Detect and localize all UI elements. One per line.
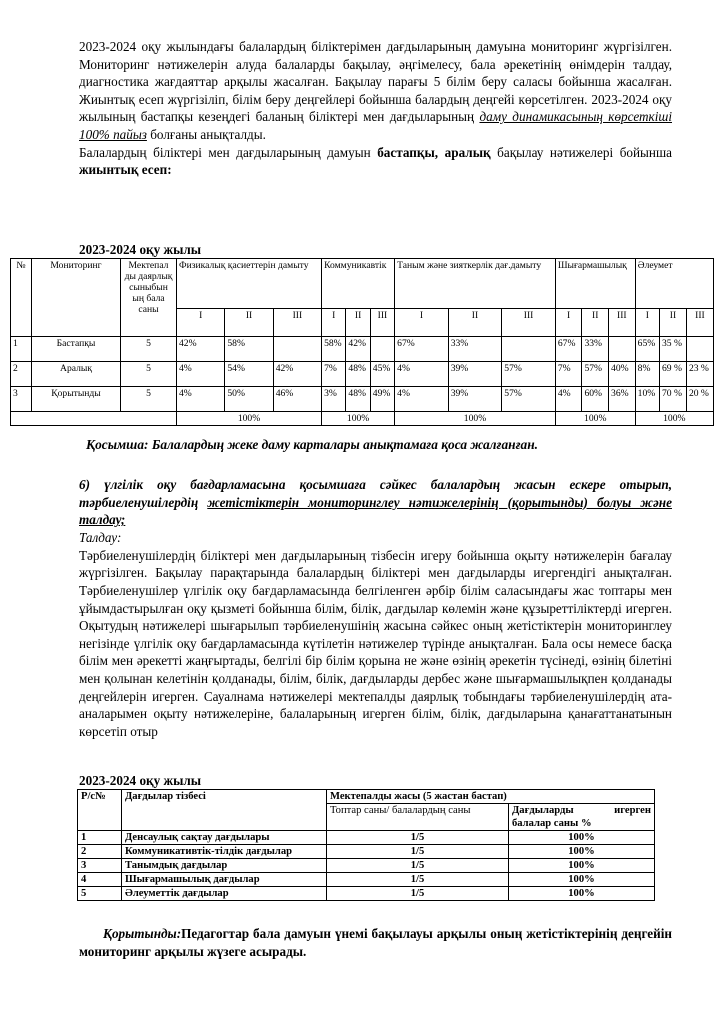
total-cell: 100% — [395, 412, 556, 426]
cell: 42% — [177, 337, 225, 362]
table-row — [11, 362, 714, 387]
table-row — [78, 859, 655, 873]
table-row — [78, 845, 655, 859]
cell: 35 % — [660, 337, 687, 362]
cell: 48% — [346, 387, 370, 412]
cell — [11, 412, 177, 426]
cell: 100% — [509, 831, 655, 845]
cell: 42% — [346, 337, 370, 362]
cell: 48% — [346, 362, 370, 387]
cell: Қорытынды — [32, 387, 121, 412]
level-header: III — [370, 309, 394, 337]
cell: 1/5 — [327, 859, 509, 873]
cell: 1/5 — [327, 873, 509, 887]
intro-section — [79, 38, 672, 179]
level-header: I — [322, 309, 346, 337]
cell: 4% — [395, 362, 449, 387]
cell: 36% — [609, 387, 636, 412]
cell: 1 — [11, 337, 32, 362]
col-num-header: Р/с№ — [78, 790, 122, 831]
total-cell: 100% — [635, 412, 713, 426]
summary-bold-report: жиынтық есеп: — [79, 162, 172, 178]
cell: 33% — [448, 337, 502, 362]
table-row — [78, 887, 655, 901]
heading-text: 6) үлгілік оқу бағдарламасына қосымшаға сәйкес балалардың жасын ескере отырып, тәрбиеленушілердің — [79, 477, 672, 510]
cell: 67% — [395, 337, 449, 362]
col-monitoring-header: Мониторинг — [32, 259, 121, 337]
cell: 8% — [635, 362, 659, 387]
cell: 40% — [609, 362, 636, 387]
table-row — [11, 387, 714, 412]
intro-text: 2023-2024 оқу жылындағы балалардың біліктерімен дағдыларының дамуына мониторинг жүргізілген. Мониторинг нәтижелерін алуда балаларды бақылау, әңгімелесу, бала әрекетінің өнімдерін талдау, диагностика жағдаяттар арқылы жасалған. Бақылау парағы 5 білім беру саласы бойынша жасалған. Жиынтық есеп жүргізіліп, білім беру деңгейлері бойынша балардың деңгейі көрсетілген. 2023-2024 оқу жылының бастапқы кезеңдегі баланың біліктері мен дағдыларының — [79, 39, 672, 125]
cell: 33% — [582, 337, 609, 362]
cell: 5 — [121, 337, 177, 362]
cell: 10% — [635, 387, 659, 412]
cell: 57% — [582, 362, 609, 387]
cell: 1/5 — [327, 845, 509, 859]
cell: 4% — [555, 387, 582, 412]
cell: 60% — [582, 387, 609, 412]
cell: 70 % — [660, 387, 687, 412]
conclusion-text: Педагогтар бала дамуын үнемі бақылауы арқылы оның жетістіктерінің деңгейін мониторинг арқылы жүзеге асырады. — [79, 926, 672, 959]
level-header: I — [635, 309, 659, 337]
cell: 1/5 — [327, 831, 509, 845]
cell: 45% — [370, 362, 394, 387]
total-cell: 100% — [555, 412, 635, 426]
intro-paragraph — [79, 38, 672, 144]
heading-underlined: жетістіктерін мониторинглеу нәтижелерінің (қорытынды) болуы және талдау; — [79, 494, 672, 528]
level-header: I — [395, 309, 449, 337]
level-header: II — [225, 309, 273, 337]
level-header: II — [660, 309, 687, 337]
cell: 67% — [555, 337, 582, 362]
dynamics-highlight: даму динамикасының көрсеткіші 100% пайыз — [79, 109, 672, 142]
group-cognitive-header: Таным және зияткерлік дағ.дамыту — [395, 259, 556, 309]
cell: 20 % — [686, 387, 713, 412]
cell: 7% — [322, 362, 346, 387]
total-cell: 100% — [177, 412, 322, 426]
cell: Әлеуметтік дағдылар — [122, 887, 327, 901]
cell: 1/5 — [327, 887, 509, 901]
level-header: III — [686, 309, 713, 337]
cell: 69 % — [660, 362, 687, 387]
intro-text-end: болғаны анықталды. — [146, 126, 266, 142]
cell: Коммуникативтік-тілдік дағдылар — [122, 845, 327, 859]
level-header: III — [273, 309, 321, 337]
cell: 4% — [177, 387, 225, 412]
table-row — [11, 337, 714, 362]
section-6-heading — [79, 476, 672, 529]
cell: 39% — [448, 362, 502, 387]
summary-text: Балалардың біліктері мен дағдыларының дамуын — [79, 144, 378, 160]
col-count-header: Мектепал ды даярлық сыныбын ың бала саны — [121, 259, 177, 337]
cell: 23 % — [686, 362, 713, 387]
analysis-paragraph: Тәрбиеленушілердің біліктері мен дағдыларының тізбесін игеру бойынша оқыту нәтижелерін бағалау жүргізілген. Бақылау парақтарында балалардың біліктері мен дағдыларды игергендігі анықталған. Тәрбиеленушілер үлгілік оқу бағдарламасында белгіленген әрбір білім саласындағы жас топтары мен ұйымдастырылған оқу қызметі бойынша білім, білік, дағдылар көлемін және құзыреттіліктерді игерген. Оқытудың нәтижелері шығарылып тәрбиеленушінің жасына сәйкес оның жетістіктерін мониторинглеу негізінде үлгілік оқу бағдарламасында күтілетін нәтижелер түрінде анықталған. Бала осы немесе басқа білім мен әрекетті жаңғыртады, белгілі бір білім қорына не және өзінің әрекетін түсінеді, өзінің білетіні мен қолынан келетінін қолданады, білім, білік, дағдыларды дербес және шығармашылықпен қолданады деңгейлерін игерген. Сауалнама нәтижелері мектепалды даярлық тобындағы тәрбиеленушілердің ата-аналарымен оқыту нәтижелеріне, балаларының игерген білім, білік, дағдыларына қанағаттанатынын көрсетіп отыр — [79, 547, 672, 739]
cell: 46% — [273, 387, 321, 412]
col-group-header: Топтар саны/ балалардың саны — [327, 804, 509, 831]
monitoring-summary-table — [10, 258, 714, 426]
level-header: I — [177, 309, 225, 337]
section-6 — [79, 476, 672, 740]
cell — [686, 337, 713, 362]
cell: 4 — [78, 873, 122, 887]
conclusion-paragraph — [79, 925, 672, 960]
total-cell: 100% — [322, 412, 395, 426]
table1-title: 2023-2024 оқу жылы — [79, 242, 202, 257]
cell: Шығармашылық дағдылар — [122, 873, 327, 887]
level-header: III — [609, 309, 636, 337]
level-header: II — [582, 309, 609, 337]
cell: 7% — [555, 362, 582, 387]
cell — [609, 337, 636, 362]
level-header: III — [502, 309, 556, 337]
group-social-header: Әлеумет — [635, 259, 713, 309]
col-num-header: № — [11, 259, 32, 337]
level-header: I — [555, 309, 582, 337]
cell: 50% — [225, 387, 273, 412]
table-row — [78, 831, 655, 845]
cell: Бастапқы — [32, 337, 121, 362]
appendix-note: Қосымша: Балалардың жеке даму карталары анықтамаға қоса жалғанған. — [86, 437, 539, 452]
cell — [502, 337, 556, 362]
cell: 2 — [11, 362, 32, 387]
group-physical-header: Физикалық қасиеттерін дамыту — [177, 259, 322, 309]
cell — [273, 337, 321, 362]
level-header: II — [448, 309, 502, 337]
cell: 4% — [395, 387, 449, 412]
level-header: II — [346, 309, 370, 337]
col-mastered-header: Дағдыларды игерген балалар саны % — [509, 804, 655, 831]
group-creative-header: Шығармашылық — [555, 259, 635, 309]
cell: 49% — [370, 387, 394, 412]
cell: 4% — [177, 362, 225, 387]
cell: 2 — [78, 845, 122, 859]
cell: Аралық — [32, 362, 121, 387]
skills-table — [77, 789, 655, 901]
cell: 100% — [509, 845, 655, 859]
summary-bold-stages: бастапқы, аралық — [377, 144, 491, 160]
summary-paragraph — [79, 144, 672, 179]
cell — [370, 337, 394, 362]
col-skills-header: Дағдылар тізбесі — [122, 790, 327, 831]
cell: 58% — [225, 337, 273, 362]
cell: 57% — [502, 362, 556, 387]
cell: 65% — [635, 337, 659, 362]
conclusion-section — [79, 925, 672, 960]
col-age-header: Мектепалды жасы (5 жастан бастап) — [327, 790, 655, 804]
totals-row — [11, 412, 714, 426]
cell: 3 — [78, 859, 122, 873]
cell: 100% — [509, 859, 655, 873]
summary-text-2: бақылау нәтижелері бойынша — [490, 144, 672, 160]
cell: 58% — [322, 337, 346, 362]
cell: 5 — [78, 887, 122, 901]
cell: 100% — [509, 873, 655, 887]
conclusion-label: Қорытынды: — [103, 926, 182, 941]
cell: 42% — [273, 362, 321, 387]
cell: 3 — [11, 387, 32, 412]
cell: Денсаулық сақтау дағдылары — [122, 831, 327, 845]
cell: 54% — [225, 362, 273, 387]
table2-title: 2023-2024 оқу жылы — [79, 773, 202, 788]
analysis-label: Талдау: — [79, 529, 122, 545]
cell: 57% — [502, 387, 556, 412]
cell: 3% — [322, 387, 346, 412]
cell: 5 — [121, 362, 177, 387]
cell: 5 — [121, 387, 177, 412]
table-row — [78, 873, 655, 887]
cell: 39% — [448, 387, 502, 412]
cell: 100% — [509, 887, 655, 901]
group-communication-header: Коммуникавтік — [322, 259, 395, 309]
cell: 1 — [78, 831, 122, 845]
cell: Танымдық дағдылар — [122, 859, 327, 873]
